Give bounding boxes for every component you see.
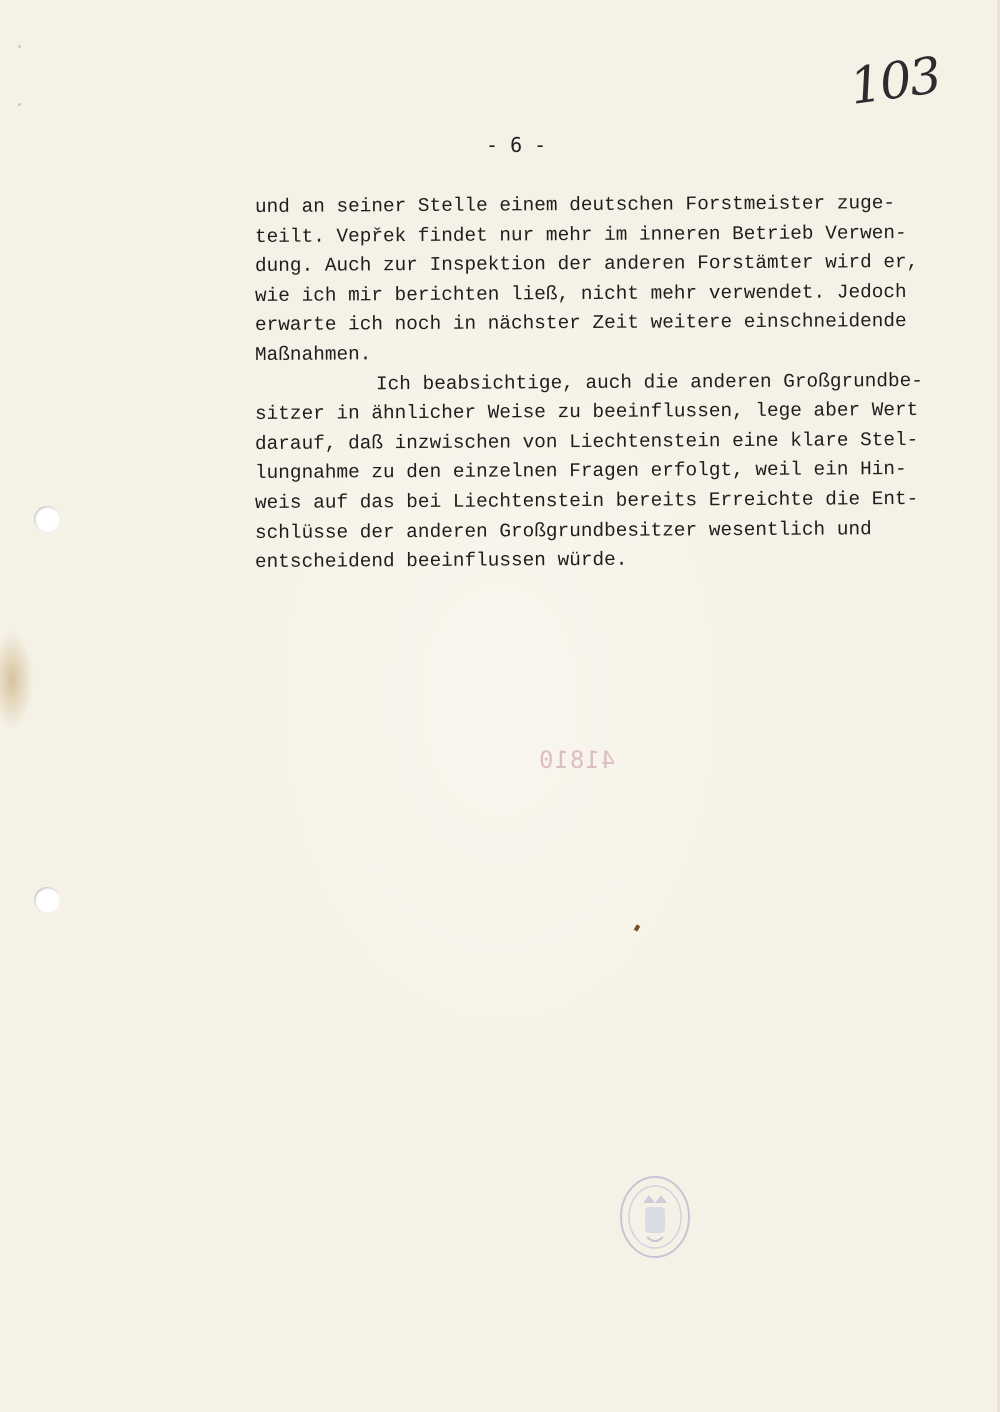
handwritten-folio-number: 103 <box>846 46 944 116</box>
text-line: wie ich mir berichten ließ, nicht mehr verwendet. Jedoch <box>254 280 907 307</box>
text-line: dung. Auch zur Inspektion der anderen Forstämter wird er, <box>254 251 919 278</box>
paper-mark <box>18 45 21 48</box>
archive-stamp-mirrored: 41810 <box>538 746 616 774</box>
text-line: Ich beabsichtige, auch die anderen Großgrundbe- <box>375 369 923 395</box>
paper-mark <box>18 103 21 106</box>
text-line: weis auf das bei Liechtenstein bereits Erreichte die Ent- <box>254 487 919 514</box>
body-text <box>255 193 975 578</box>
text-line: schlüsse der anderen Großgrundbesitzer wesentlich und <box>254 517 872 544</box>
text-line: lungnahme zu den einzelnen Fragen erfolgt, weil ein Hin- <box>254 458 907 485</box>
text-line: erwarte ich noch in nächster Zeit weitere einschneidende <box>254 310 907 337</box>
punch-hole <box>34 887 60 913</box>
text-line: darauf, daß inzwischen von Liechtenstein eine klare Stel- <box>254 428 919 455</box>
text-line: und an seiner Stelle einem deutschen Forstmeister zuge- <box>254 192 896 218</box>
text-line: teilt. Vepřek findet nur mehr im inneren Betrieb Verwen- <box>254 221 907 248</box>
punch-hole <box>34 506 60 532</box>
ink-speck <box>634 924 640 931</box>
text-line: Maßnahmen. <box>254 343 372 366</box>
faded-seal-stamp <box>617 1173 693 1261</box>
page-number: - 6 - <box>486 133 547 157</box>
text-line: entscheidend beeinflussen würde. <box>254 548 628 574</box>
text-line: sitzer in ähnlicher Weise zu beeinflussen, lege aber Wert <box>254 399 919 426</box>
